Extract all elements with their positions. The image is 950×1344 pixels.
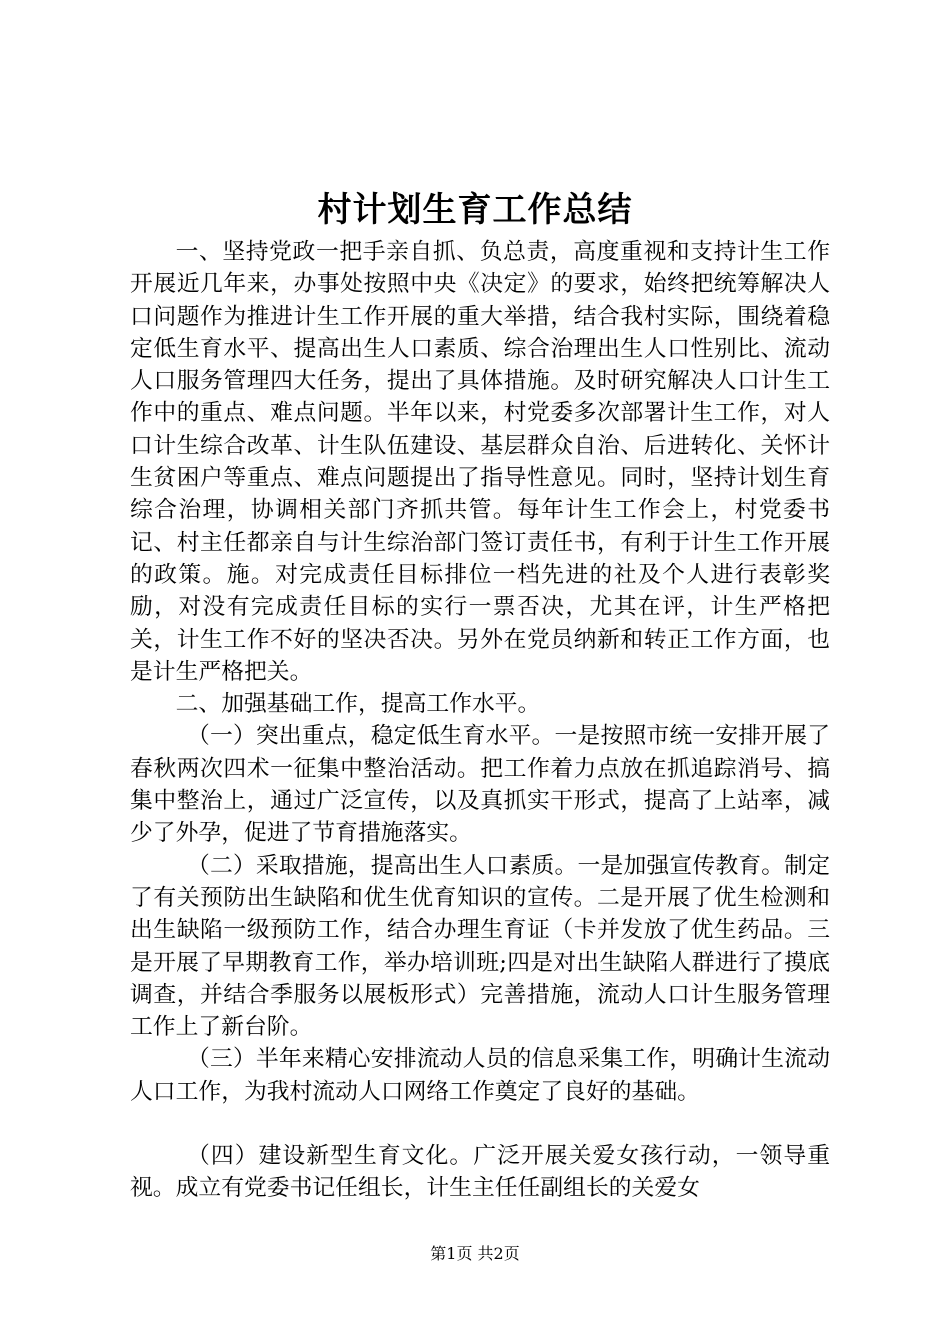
paragraph-subsection-3: （三）半年来精心安排流动人员的信息采集工作，明确计生流动人口工作，为我村流动人口网络工作奠定了良好的基础。 — [130, 1046, 830, 1105]
paragraph-section-1: 一、坚持党政一把手亲自抓、负总责，高度重视和支持计生工作开展近几年来，办事处按照中央《决定》的要求，始终把统筹解决人口问题作为推进计生工作开展的重大举措，结合我村实际，围绕着稳定低生育水平、提高出生人口素质、综合治理出生人口性别比、流动人口服务管理四大任务，提出了具体措施。及时研究解决人口计生工作中的重点、难点问题。半年以来，村党委多次部署计生工作，对人口计生综合改革、计生队伍建设、基层群众自治、后进转化、关怀计生贫困户等重点、难点问题提出了指导性意见。同时，坚持计划生育综合治理，协调相关部门齐抓共管。每年计生工作会上，村党委书记、村主任都亲自与计生综治部门签订责任书，有利于计生工作开展的政策。施。对完成责任目标排位一档先进的社及个人进行表彰奖励，对没有完成责任目标的实行一票否决，尤其在评，计生严格把关，计生工作不好的坚决否决。另外在党员纳新和转正工作方面，也是计生严格把关。 — [130, 239, 830, 685]
paragraph-subsection-4: （四）建设新型生育文化。广泛开展关爱女孩行动，一领导重视。成立有党委书记任组长，计生主任任副组长的关爱女 — [130, 1143, 830, 1202]
paragraph-section-2-heading: 二、加强基础工作，提高工作水平。 — [175, 691, 541, 718]
paragraph-subsection-2: （二）采取措施，提高出生人口素质。一是加强宣传教育。制定了有关预防出生缺陷和优生优育知识的宣传。二是开展了优生检测和出生缺陷一级预防工作，结合办理生育证（卡并发放了优生药品。三是开展了早期教育工作，举办培训班;四是对出生缺陷人群进行了摸底调查，并结合季服务以展板形式）完善措施，流动人口计生服务管理工作上了新台阶。 — [130, 852, 830, 1041]
page-number-footer: 第1页 共2页 — [430, 1244, 520, 1263]
document-title: 村计划生育工作总结 — [317, 190, 633, 230]
paragraph-subsection-1: （一）突出重点，稳定低生育水平。一是按照市统一安排开展了春秋两次四术一征集中整治活动。把工作着力点放在抓追踪消号、搞集中整治上，通过广泛宣传，以及真抓实干形式，提高了上站率，减少了外孕，促进了节育措施落实。 — [130, 723, 830, 847]
paragraph-spacer — [130, 1108, 830, 1140]
document-body — [130, 236, 830, 1205]
